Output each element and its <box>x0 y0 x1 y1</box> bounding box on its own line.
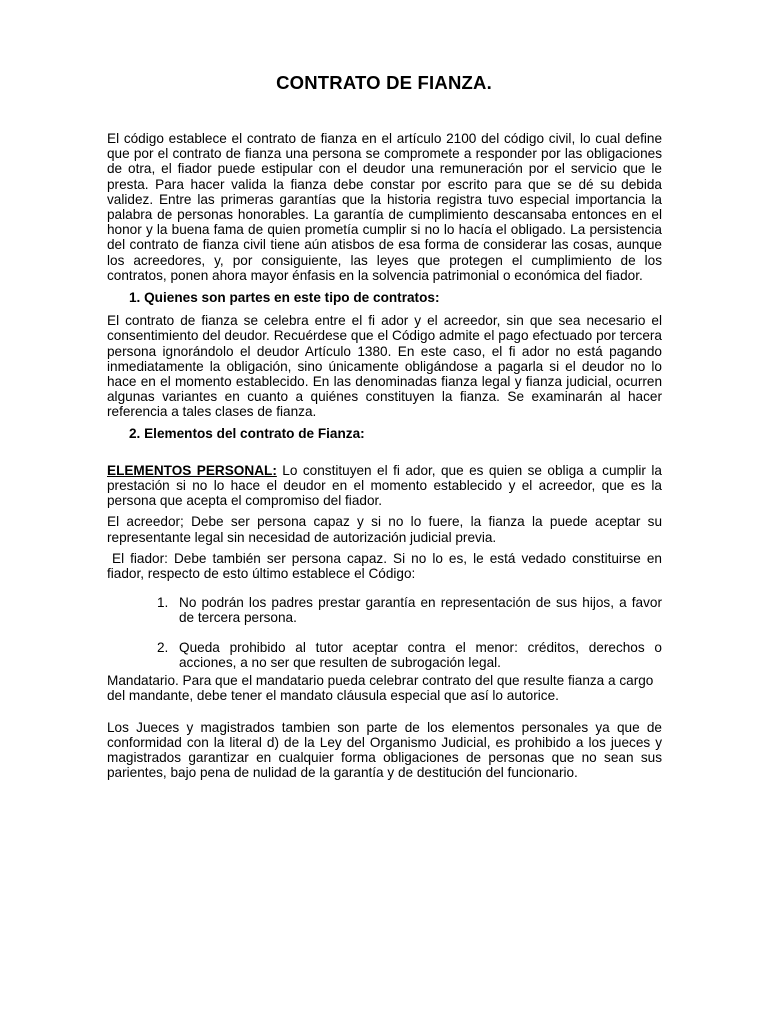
list-item <box>107 595 662 625</box>
partes-paragraph: El contrato de fianza se celebra entre el fi ador y el acreedor, sin que sea necesario el consentimiento del deudor. Recuérdese que el Código admite el pago efectuado por tercera persona ignorándolo el deudor Artículo 1380. En este caso, el fi ador no está pagando inmediatamente la obligación, sino únicamente obligándose a pagarla si el deudor no lo hace en el momento establecido. En las denominadas fianza legal y fianza judicial, ocurren algunas variantes en cuanto a quiénes constituyen la fianza. Se examinarán al hacer referencia a tales clases de fianza. <box>107 313 662 420</box>
list-item <box>107 640 662 670</box>
section-heading-partes: 1. Quienes son partes en este tipo de contratos: <box>129 290 440 306</box>
list-item-number: 2. <box>157 639 169 655</box>
elementos-personal-label: ELEMENTOS PERSONAL: <box>107 462 277 478</box>
prohibitions-list <box>107 595 662 670</box>
section-heading-elementos: 2. Elementos del contrato de Fianza: <box>129 425 365 441</box>
list-item-number: 1. <box>157 595 169 611</box>
list-item-text: No podrán los padres prestar garantía en representación de sus hijos, a favor de tercera persona. <box>179 595 662 626</box>
elementos-paragraph <box>107 463 662 509</box>
list-item-text: Queda prohibido al tutor aceptar contra el menor: créditos, derechos o acciones, a no ser que resulten de subrogación legal. <box>179 639 662 670</box>
fiador-paragraph: El fiador: Debe también ser persona capaz. Si no lo es, le está vedado constituirse en fiador, respecto de esto último establece el Código: <box>107 550 662 582</box>
document-title: CONTRATO DE FIANZA. <box>276 72 492 93</box>
elementos-personal-text: Lo constituyen el fi ador, que es quien se obliga a cumplir la prestación si no lo hace el deudor en el momento establecido y el acreedor, que es la persona que acepta el compromiso del fiador. <box>107 462 662 509</box>
jueces-paragraph: Los Jueces y magistrados tambien son parte de los elementos personales ya que de conformidad con la literal d) de la Ley del Organismo Judicial, es prohibido a los jueces y magistrados garantizar en cualquier forma obligaciones de personas que no sean sus parientes, bajo pena de nulidad de la garantía y de destitución del funcionario. <box>107 719 662 781</box>
acreedor-paragraph: El acreedor; Debe ser persona capaz y si no lo fuere, la fianza la puede aceptar su representante legal sin necesidad de autorización judicial previa. <box>107 514 662 545</box>
mandatario-paragraph: Mandatario. Para que el mandatario pueda celebrar contrato del que resulte fianza a cargo del mandante, debe tener el mandato cláusula especial que así lo autorice. <box>107 673 654 704</box>
document-body <box>107 131 662 780</box>
intro-paragraph: El código establece el contrato de fianza en el artículo 2100 del código civil, lo cual define que por el contrato de fianza una persona se compromete a responder por las obligaciones de otra, el fiador puede estipular con el deudor una remuneración por el servicio que le presta. Para hacer valida la fianza debe constar por escrito para que se dé su debida validez. Entre las primeras garantías que la historia registra tuvo especial importancia la palabra de personas honorables. La garantía de cumplimiento descansaba entonces en el honor y la buena fama de quien prometía cumplir si no lo hacía el obligado. La persistencia del contrato de fianza civil tiene aún atisbos de esa forma de considerar las cosas, aunque los acreedores, y, por consiguiente, las leyes que protegen el cumplimiento de los contratos, ponen ahora mayor énfasis en la solvencia patrimonial o económica del fiador. <box>107 131 662 283</box>
